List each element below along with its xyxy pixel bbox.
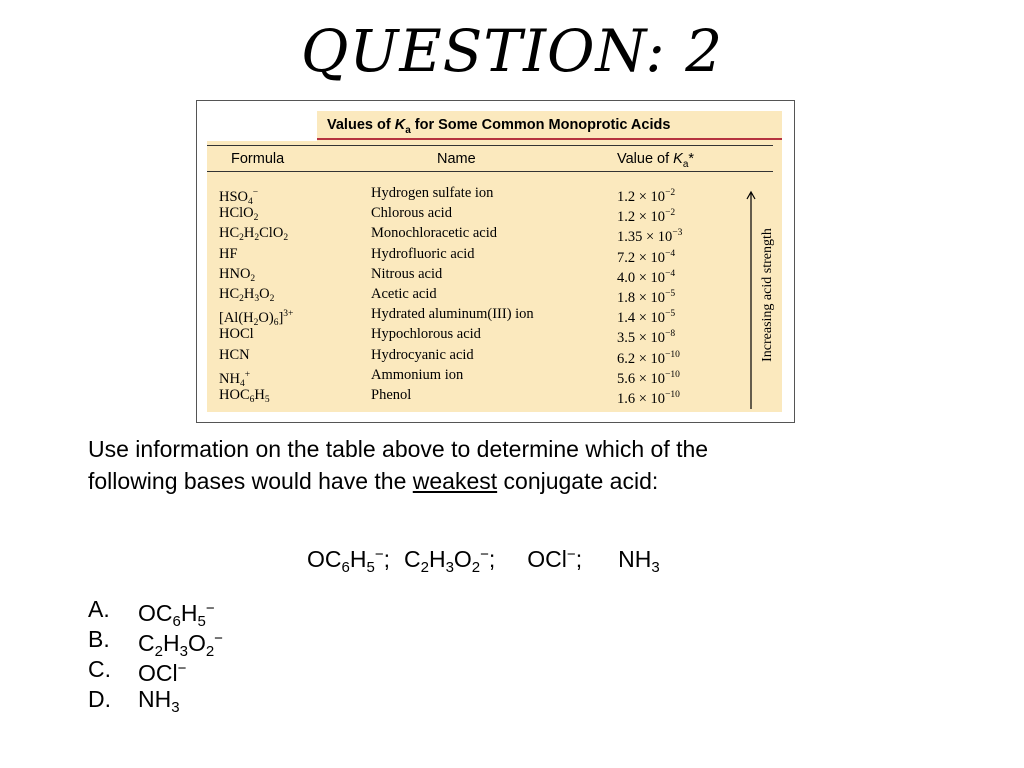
ka-mantissa: 5.6: [617, 370, 636, 387]
base-4-sub-1: 3: [651, 559, 660, 576]
acid-row: [207, 365, 747, 389]
ka-times-ten: × 10: [635, 350, 666, 367]
base-hypochlorite: [527, 540, 582, 574]
ka-mantissa: 1.2: [617, 189, 636, 205]
base-1-part-b: H: [349, 546, 367, 572]
ka-exponent: −4: [665, 268, 676, 279]
choice-subscript: 6: [172, 613, 181, 630]
formula-text: HNO: [219, 265, 251, 282]
formula-subscript: 4: [248, 197, 253, 207]
formula-text: HCN: [219, 346, 250, 363]
base-3-separator: ;: [575, 546, 583, 572]
ka-exponent: −4: [665, 248, 676, 259]
formula-subscript: 6: [273, 318, 279, 329]
ka-mantissa: 1.2: [617, 209, 636, 226]
header-formula: Formula: [231, 151, 285, 167]
choice-formula: [138, 654, 186, 688]
acid-name: Acetic acid: [371, 286, 437, 302]
formula-text: HSO: [219, 189, 249, 205]
question-line-1: Use information on the table above to determine which of the: [88, 436, 709, 462]
base-2-charge: −: [480, 546, 489, 563]
formula-text: HC: [219, 225, 240, 242]
formula-superscript: 3+: [283, 309, 294, 320]
ka-times-ten: × 10: [635, 290, 666, 306]
choice-subscript: 2: [154, 643, 163, 660]
ka-times-ten: × 10: [635, 249, 666, 266]
up-arrow-icon: [745, 189, 757, 411]
choice-superscript: −: [177, 660, 187, 677]
ka-mantissa: 7.2: [617, 249, 636, 266]
header-value-k-sub: a: [682, 158, 689, 170]
formula-superscript: +: [244, 369, 251, 380]
choice-superscript: −: [214, 630, 223, 647]
formula-text: HClO: [219, 205, 254, 222]
acid-table-background: [207, 111, 782, 412]
ka-mantissa: 6.2: [617, 350, 636, 367]
header-rule-bottom: [207, 171, 773, 172]
choice-letter: A.: [88, 596, 110, 622]
caption-tab: [207, 111, 317, 141]
ka-mantissa: 1.6: [617, 391, 636, 407]
question-emphasis: weakest: [412, 468, 498, 494]
ka-times-ten: × 10: [642, 229, 673, 246]
choice-text: OCl: [138, 660, 178, 686]
ka-mantissa: 1.8: [617, 290, 636, 306]
ka-times-ten: × 10: [635, 269, 666, 286]
acid-name: Hypochlorous acid: [371, 326, 481, 343]
acid-name: Phenol: [371, 387, 412, 403]
acid-name: Chlorous acid: [371, 205, 452, 222]
choice-text: NH: [138, 686, 172, 712]
base-2-sub-3: 2: [471, 559, 481, 576]
caption-prefix: Values of: [327, 117, 395, 133]
formula-text: H: [243, 286, 255, 302]
base-phenoxide: [307, 540, 390, 583]
formula-subscript: 2: [269, 294, 275, 304]
question-line-2-prefix: following bases would have the: [88, 468, 413, 494]
acid-name: Ammonium ion: [371, 366, 464, 383]
choice-letter: B.: [88, 626, 110, 652]
choice-superscript: −: [205, 600, 215, 617]
base-2-sub-2: 3: [445, 559, 454, 576]
acid-table-figure: [196, 100, 795, 423]
header-name: Name: [437, 151, 476, 167]
choice-text: H: [180, 600, 198, 626]
choice-text: H: [162, 630, 180, 656]
acid-name: Hydrofluoric acid: [371, 245, 475, 262]
formula-text: HF: [219, 245, 238, 262]
header-value-prefix: Value of: [617, 151, 674, 167]
base-ammonia: [618, 544, 660, 583]
acid-name: Monochloracetic acid: [371, 225, 498, 242]
choice-text: OC: [138, 600, 173, 626]
base-1-charge: −: [374, 546, 384, 563]
choice-subscript: 2: [205, 643, 215, 660]
formula-text: [Al(H: [219, 310, 254, 327]
acid-formula: [219, 244, 238, 264]
ka-exponent: −10: [665, 390, 680, 400]
table-caption: [327, 117, 670, 136]
choice-letter: C.: [88, 656, 111, 682]
acid-name: Hydrated aluminum(III) ion: [371, 306, 534, 323]
ka-mantissa: 1.4: [617, 310, 636, 327]
base-1-part-a: OC: [307, 546, 342, 572]
acid-row: [207, 304, 747, 329]
caption-k-sub: a: [405, 124, 411, 136]
header-value: [617, 151, 694, 170]
caption-k: K: [394, 117, 406, 133]
acid-row: [207, 244, 747, 264]
base-1-separator: ;: [383, 546, 390, 572]
formula-text: ]: [278, 310, 284, 327]
choice-subscript: 5: [197, 613, 206, 630]
slide-title: QUESTION: 2: [300, 17, 724, 85]
formula-subscript: 2: [253, 213, 259, 224]
formula-subscript: 4: [239, 378, 245, 389]
caption-rule: [317, 138, 782, 140]
header-value-suffix: *: [688, 151, 695, 167]
ka-exponent: −2: [665, 188, 676, 198]
formula-text: HOC: [219, 387, 250, 403]
acid-name: Hydrocyanic acid: [371, 346, 474, 363]
formula-subscript: 2: [250, 273, 256, 284]
formula-text: HC: [219, 286, 240, 302]
bases-list: [307, 540, 660, 583]
base-4-part-a: NH: [618, 546, 652, 572]
header-rule-top: [207, 145, 773, 146]
choice-subscript: 3: [171, 699, 180, 716]
choice-formula: [138, 684, 180, 723]
acid-row: [207, 183, 747, 207]
base-3-part-a: OCl: [527, 546, 567, 572]
ka-times-ten: × 10: [635, 189, 666, 205]
acid-row: [207, 223, 747, 246]
formula-subscript: 2: [239, 233, 244, 244]
base-1-sub-1: 6: [341, 559, 350, 576]
acid-row: [207, 385, 747, 405]
acid-name: Hydrogen sulfate ion: [371, 185, 494, 201]
formula-subscript: 6: [249, 395, 255, 405]
acid-row: [207, 203, 747, 226]
ka-value: [617, 385, 680, 409]
base-2-part-c: O: [453, 546, 472, 572]
formula-subscript: 2: [254, 233, 260, 244]
base-2-part-b: H: [428, 546, 446, 572]
formula-subscript: 2: [239, 294, 244, 304]
choice-text: O: [187, 630, 206, 656]
acid-row: [207, 324, 747, 347]
choice-subscript: 3: [179, 643, 188, 660]
ka-mantissa: 3.5: [617, 330, 636, 347]
ka-times-ten: × 10: [635, 330, 666, 347]
base-2-part-a: C: [403, 546, 421, 572]
ka-times-ten: × 10: [635, 209, 666, 226]
base-3-charge: −: [566, 546, 576, 563]
acid-row: [207, 264, 747, 284]
formula-text: O: [259, 286, 270, 302]
ka-exponent: −5: [665, 309, 676, 320]
ka-times-ten: × 10: [635, 391, 666, 407]
question-text: [88, 433, 948, 497]
base-2-sub-1: 2: [420, 559, 429, 576]
base-2-separator: ;: [488, 546, 496, 572]
formula-text: NH: [219, 370, 240, 387]
question-line-2: [88, 465, 948, 497]
formula-text: H: [243, 225, 255, 242]
formula-superscript: −: [252, 188, 259, 198]
acid-row: [207, 345, 747, 365]
formula-text: H: [254, 387, 265, 403]
acid-row: [207, 284, 747, 304]
base-acetate: [404, 540, 495, 583]
ka-mantissa: 4.0: [617, 269, 636, 286]
ka-mantissa: 1.35: [617, 229, 643, 246]
ka-exponent: −10: [665, 369, 680, 380]
formula-subscript: 2: [283, 233, 289, 244]
ka-exponent: −5: [665, 289, 676, 299]
choice-letter: D.: [88, 686, 111, 712]
question-line-2-suffix: conjugate acid:: [497, 468, 659, 494]
header-value-k: K: [673, 151, 683, 167]
formula-text: HOCl: [219, 326, 254, 343]
caption-suffix: for Some Common Monoprotic Acids: [410, 117, 671, 133]
choice-text: C: [138, 630, 155, 656]
acid-formula: [219, 345, 250, 365]
base-1-sub-2: 5: [366, 559, 375, 576]
acid-formula: [219, 385, 270, 410]
ka-exponent: −2: [665, 208, 676, 219]
arrow-label: Increasing acid strength: [760, 228, 775, 362]
ka-exponent: −8: [665, 329, 676, 340]
formula-subscript: 3: [254, 294, 260, 304]
formula-text: ClO: [259, 225, 284, 242]
formula-subscript: 5: [264, 395, 270, 405]
acid-name: Nitrous acid: [371, 265, 443, 282]
acid-formula: [219, 324, 254, 344]
formula-subscript: 2: [253, 318, 259, 329]
ka-exponent: −3: [672, 228, 683, 239]
ka-times-ten: × 10: [635, 310, 666, 327]
ka-times-ten: × 10: [635, 370, 666, 387]
ka-exponent: −10: [665, 349, 680, 360]
formula-text: O): [258, 310, 274, 327]
